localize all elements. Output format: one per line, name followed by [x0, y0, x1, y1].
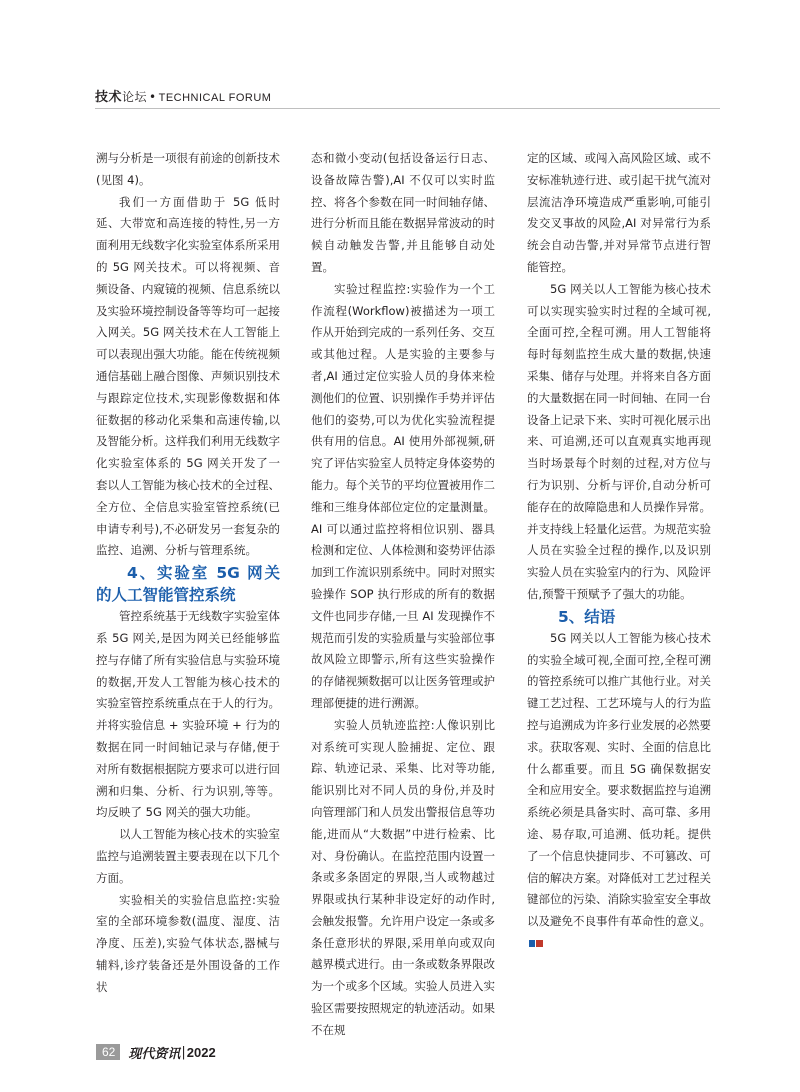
paragraph: 实验相关的实验信息监控:实验室的全部环境参数(温度、湿度、洁净度、压差),实验气体状态,器械与辅料,诊疗装备还是外围设备的工作状 [96, 892, 280, 994]
paragraph-text: 5G 网关以人工智能为核心技术的实验全域可视,全面可控,全程可溯的管控系统可以推广其他行业。对关键工艺过程、工艺环境与人的行为监控与追溯成为许多行业发展的必然要求。获取客观、实时、全面的信息比什么都重要。而且 5G 确保数据安全和应用安全。要求数据监控与追溯系统必须是具备实时、高可靠、多用途、易存取,可追溯、低功耗。提供了一个信息快捷同步、不可篡改、可信的解决方案。对降低对工艺过程关键部位的污染、消除实验室安全事故以及避免不良事件有革命性的意义。 [527, 630, 711, 929]
header-bullet: • [149, 90, 157, 104]
paragraph: 实验过程监控:实验作为一个工作流程(Workflow)被描述为一项工作从开始到完成的一系列任务、交互或其他过程。人是实验的主要参与者,AI 通过定位实验人员的身体来检测他们的位置、识别操作手势并评估他们的姿势,可以为优化实验流程提供有用的信息。AI 使用外部视频,研究了评估实验室人员特定身体姿势的能力。每个关节的平均位置被用作二维和三维身体部位定位的定量测量。AI 可以通过监控将相位识别、器具检测和定位、人体检测和姿势评估添加到工作流识别系统中。同时对照实验操作 SOP 执行形成的所有的数据文件也同步存储,一旦 AI 发现操作不规范而引发的实验质量与实验部位事故风险立即警示,所有这些实验操作的存储视频数据可以让医务管理或护理部便捷的进行溯源。 [311, 281, 495, 710]
column-3 [527, 148, 711, 955]
paragraph: 我们一方面借助于 5G 低时延、大带宽和高连接的特性,另一方面利用无线数字化实验室体系所采用的 5G 网关技术。可以将视频、音频设备、内窥镜的视频、信息系统以及实验环境控制设备等等均可一起接入网关。5G 网关技术在人工智能上可以表现出强大功能。能在传统视频通信基础上融合图像、声频识别技术与跟踪定位技术,实现影像数据和体征数据的移动化采集和高速传输,以及智能分析。这样我们利用无线数字化实验室体系的 5G 网关开发了一套以人工智能为核心技术的全过程、全方位、全信息实验室管控系统(已申请专利号),不必研发另一套复杂的监控、追溯、分析与管理系统。 [96, 194, 280, 558]
header-rule [95, 108, 720, 109]
paragraph: 实验人员轨迹监控:人像识别比对系统可实现人脸捕捉、定位、跟踪、轨迹记录、采集、比对等功能,能识别比对不同人员的身份,并及时向管理部门和人员发出警报信息等功能,进而从“大数据”中进行检索、比对、身份确认。在监控范围内设置一条或多条固定的界限,当人或物越过界限或执行某种非设定好的动作时,会触发报警。允许用户设定一条或多条任意形状的界限,采用单向或双向越界模式进行。由一条或数条界限改为一个或多个区域。实验人员进入实验区需要按照规定的轨迹活动。如果不在规 [311, 717, 495, 1037]
paragraph: 以人工智能为核心技术的实验室监控与追溯装置主要表现在以下几个方面。 [96, 827, 280, 885]
paragraph: 溯与分析是一项很有前途的创新技术(见图 4)。 [96, 151, 280, 187]
header-cn: 论坛 [122, 90, 148, 104]
column-2 [311, 148, 495, 1042]
paragraph [527, 628, 711, 955]
section-heading: 5、结语 [558, 607, 616, 626]
column-1 [96, 148, 280, 998]
paragraph: 态和微小变动(包括设备运行日志、设备故障告警),AI 不仅可以实时监控、将各个参数在同一时间轴存储、进行分析而且能在数据异常波动的时候自动触发告警,并且能够自动处置。 [311, 151, 495, 274]
end-mark-icon [529, 939, 543, 948]
magazine-brand: 现代资讯 [128, 1046, 181, 1062]
section-header [95, 86, 271, 105]
header-en: TECHNICAL FORUM [158, 92, 272, 104]
page-footer [96, 1043, 216, 1061]
page-number: 62 [96, 1044, 120, 1060]
paragraph: 5G 网关以人工智能为核心技术可以实现实验实时过程的全域可视,全面可控,全程可溯。用人工智能将每时每刻监控生成大量的数据,快速采集、储存与处理。并将来自各方面的大量数据在同一时间轴、在同一台设备上记录下来、实时可视化展示出来、可追溯,还可以直观真实地再现当时场景每个时刻的过程,对方位与行为识别、分析与评价,自动分析可能存在的故障隐患和人员操作异常。并支持线上轻量化运营。为规范实验人员在实验全过程的操作,以及识别实验人员在实验室内的行为、风险评估,预警干预赋予了强大的功能。 [527, 281, 711, 601]
issue-year: 2022 [186, 1044, 216, 1060]
footer-separator: | [181, 1044, 186, 1060]
header-bold: 技术 [95, 90, 123, 105]
section-heading: 4、实验室 5G 网关的人工智能管控系统 [96, 564, 280, 605]
paragraph: 定的区域、或闯入高风险区域、或不安标准轨迹行进、或引起干扰气流对层流洁净环境造成严重影响,可能引发交叉事故的风险,AI 对异常行为系统会自动告警,并对异常节点进行智能管控。 [527, 151, 711, 274]
paragraph: 管控系统基于无线数字实验室体系 5G 网关,是因为网关已经能够监控与存储了所有实验信息与实验环境的数据,开发人工智能为核心技术的实验室管控系统重点在于人的行为。并将实验信息 + 实验环境 + 行为的数据在同一时间轴记录与存储,便于对所有数据根据院方要求可以进行回溯和归集、分析、行为识别,等等。均反映了 5G 网关的强大功能。 [96, 609, 280, 820]
